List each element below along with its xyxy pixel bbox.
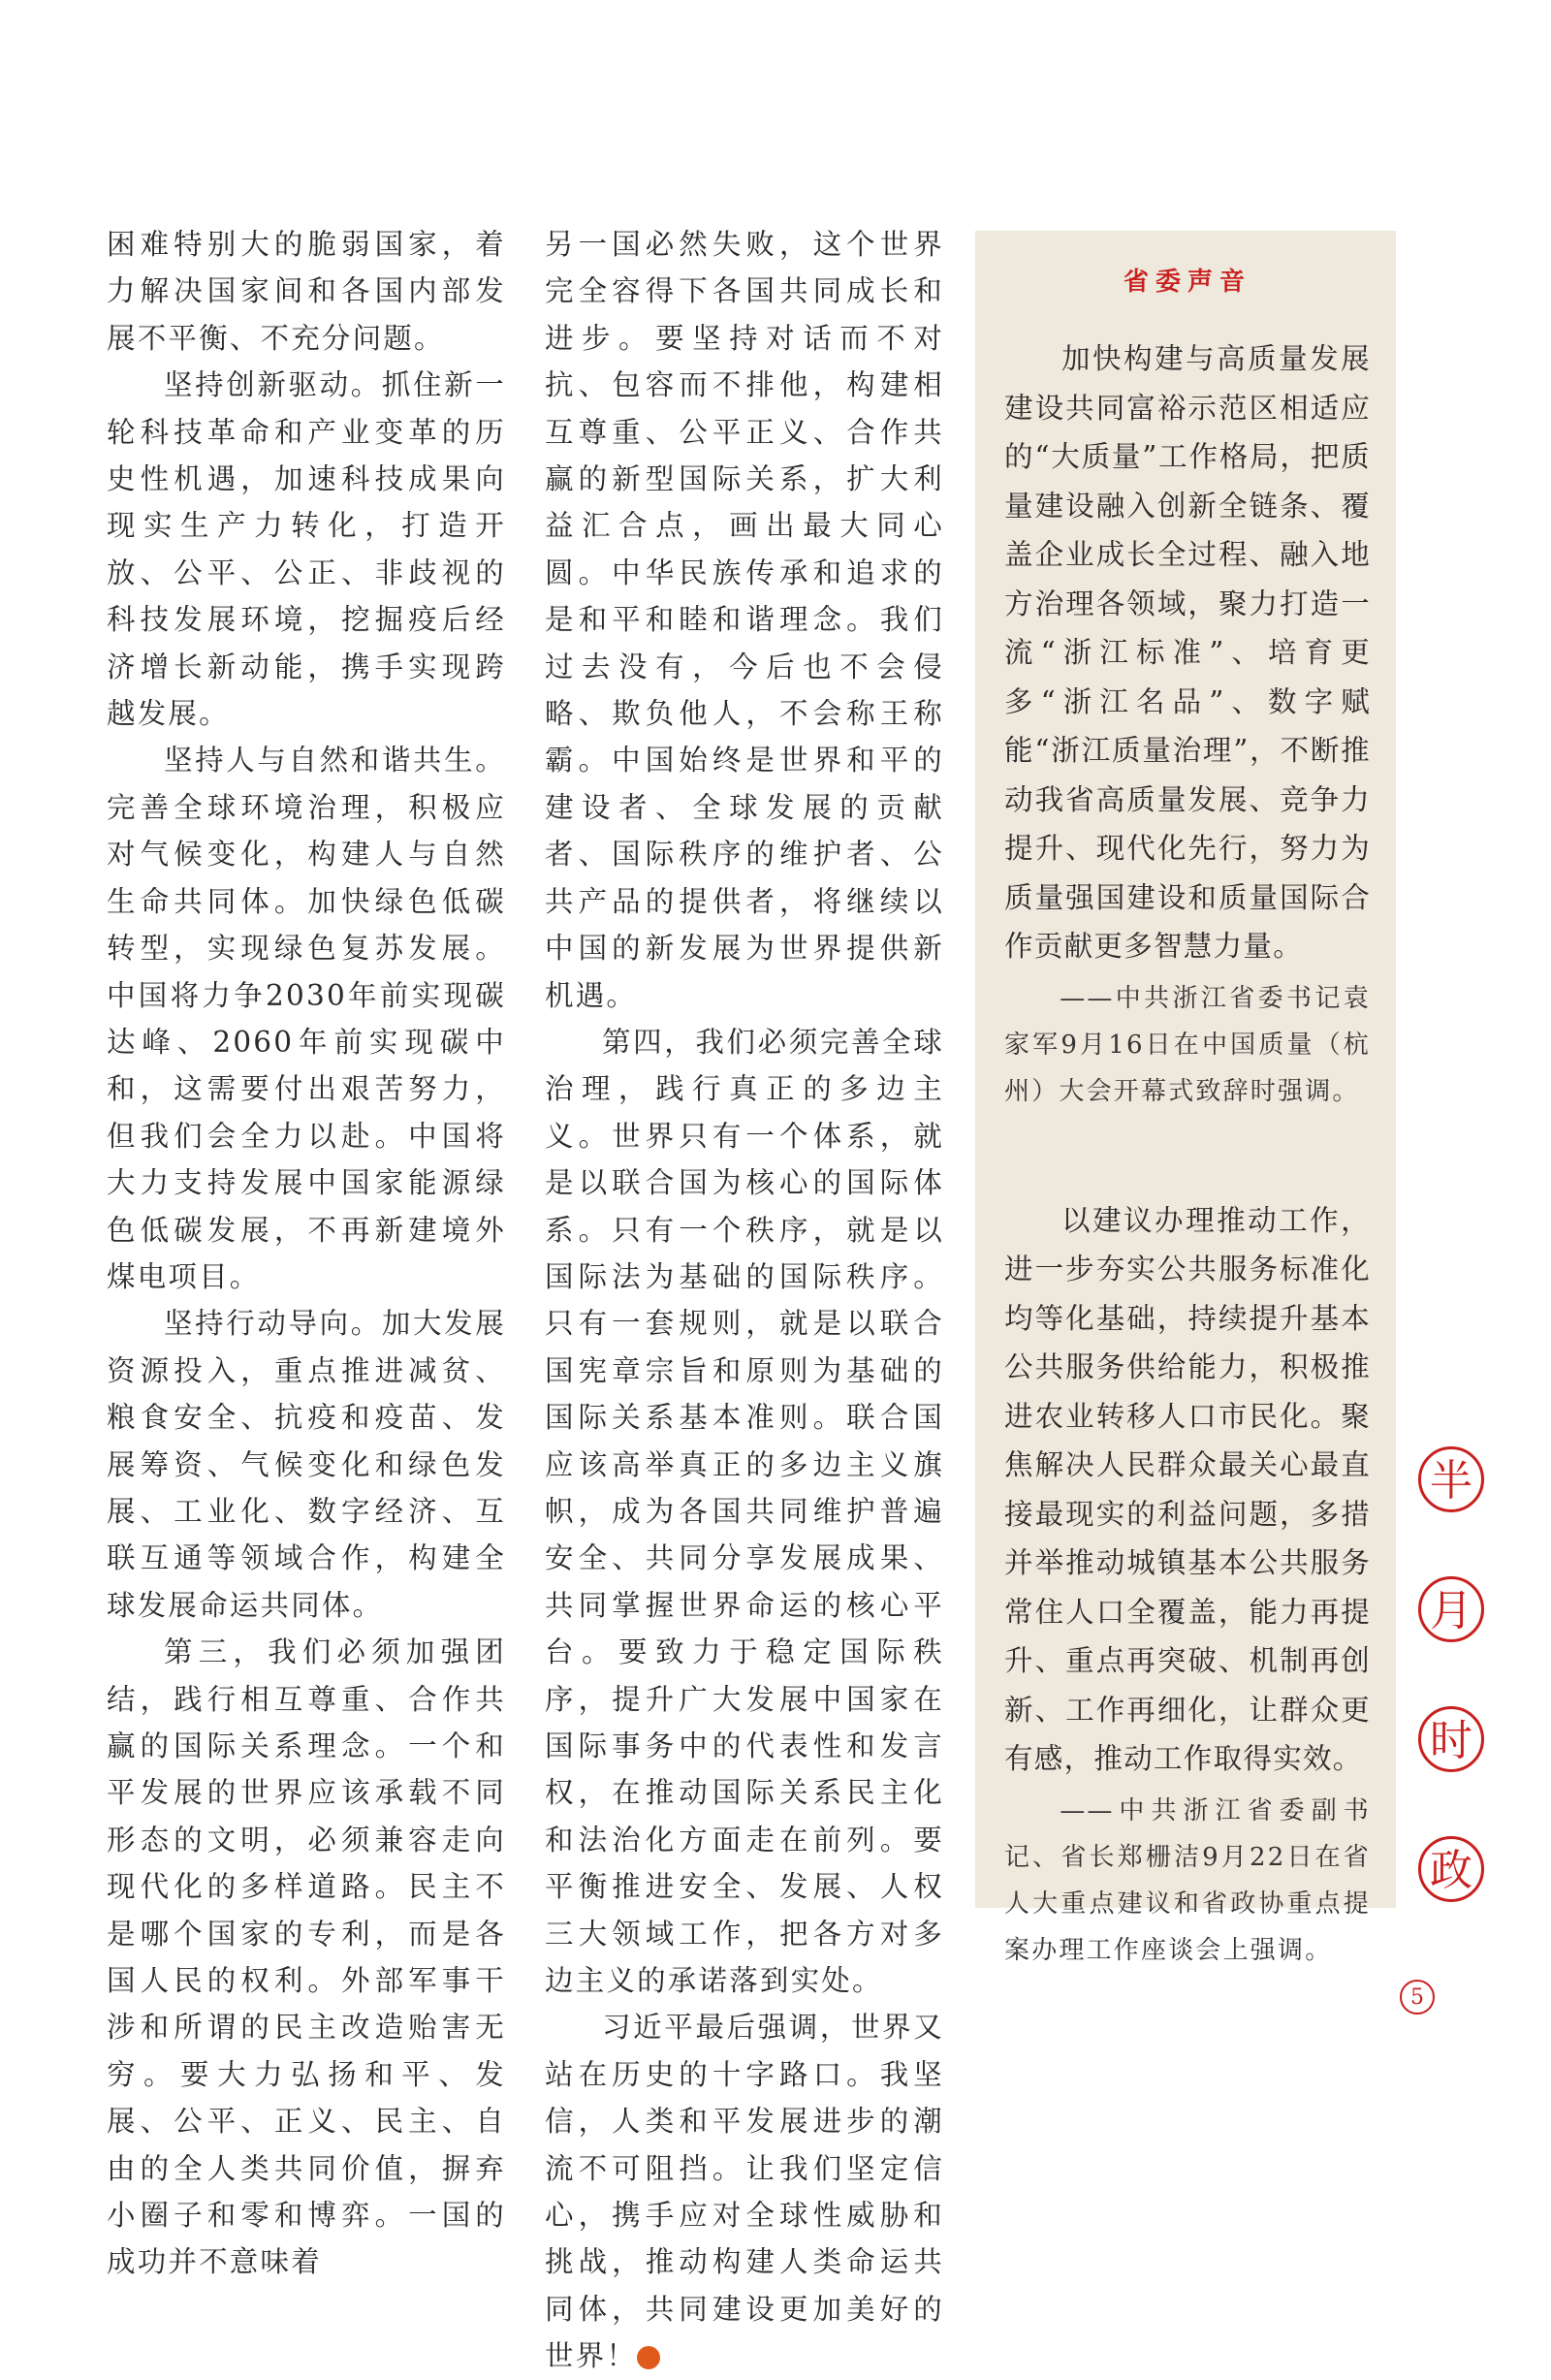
sidebar-quote bbox=[1004, 1196, 1371, 1974]
paragraph-text: 第三，我们必须加强团结，践行相互尊重、合作共赢的国际关系理念。一个和平发展的世界应该承载不同形态的文明，必须兼容走向现代化的多样道路。民主不是哪个国家的专利，而是各国人民的权利。外部军事干涉和所谓的民主改造贻害无穷。要大力弘扬和平、发展、公平、正义、民主、自由的全人类共同价值，摒弃小圈子和零和博弈。一国的成功并不意味着 bbox=[107, 1635, 506, 2279]
article-end-mark-icon: 个 bbox=[637, 2346, 660, 2369]
article-column-left bbox=[107, 221, 506, 2286]
article-paragraph bbox=[545, 2004, 944, 2379]
paragraph-text: 另一国必然失败，这个世界完全容得下各国共同成长和进步。要坚持对话而不对抗、包容而不排他，构建相互尊重、公平正义、合作共赢的新型国际关系，扩大利益汇合点，画出最大同心圆。中华民族传承和追求的是和平和睦和谐理念。我们过去没有，今后也不会侵略、欺负他人，不会称王称霸。中国始终是世界和平的建设者、全球发展的贡献者、国际秩序的维护者、公共产品的提供者，将继续以中国的新发展为世界提供新机遇。 bbox=[545, 228, 944, 1012]
article-paragraph bbox=[107, 1300, 506, 1629]
quote-source: ——中共浙江省委书记袁家军9月16日在中国质量（杭州）大会开幕式致辞时强调。 bbox=[1004, 983, 1371, 1106]
section-label-char: 时 bbox=[1418, 1706, 1484, 1772]
article-paragraph bbox=[107, 1629, 506, 2286]
paragraph-text: 坚持创新驱动。抓住新一轮科技革命和产业变革的历史性机遇，加速科技成果向现实生产力转化，打造开放、公平、公正、非歧视的科技发展环境，挖掘疫后经济增长新动能，携手实现跨越发展。 bbox=[107, 368, 506, 731]
paragraph-text: 坚持人与自然和谐共生。完善全球环境治理，积极应对气候变化，构建人与自然生命共同体。加快绿色低碳转型，实现绿色复苏发展。中国将力争2030年前实现碳达峰、2060年前实现碳中和，这需要付出艰苦努力，但我们会全力以赴。中国将大力支持发展中国家能源绿色低碳发展，不再新建境外煤电项目。 bbox=[107, 744, 506, 1293]
article-paragraph bbox=[107, 362, 506, 737]
quote-text: 以建议办理推动工作，进一步夯实公共服务标准化均等化基础，持续提升基本公共服务供给能力，积极推进农业转移人口市民化。聚焦解决人民群众最关心最直接最现实的利益问题，多措并举推动城镇基本公共服务常住人口全覆盖，能力再提升、重点再突破、机制再创新、工作再细化，让群众更有感，推动工作取得实效。 bbox=[1004, 1203, 1371, 1775]
sidebar-quote bbox=[1004, 334, 1371, 1115]
article-paragraph bbox=[545, 221, 944, 1019]
paragraph-text: 第四，我们必须完善全球治理，践行真正的多边主义。世界只有一个体系，就是以联合国为核心的国际体系。只有一个秩序，就是以国际法为基础的国际秩序。只有一套规则，就是以联合国宪章宗旨和原则为基础的国际关系基本准则。联合国应该高举真正的多边主义旗帜，成为各国共同维护普遍安全、共同分享发展成果、共同掌握世界命运的核心平台。要致力于稳定国际秩序，提升广大发展中国家在国际事务中的代表性和发言权，在推动国际关系民主化和法治化方面走在前列。要平衡推进安全、发展、人权三大领域工作，把各方对多边主义的承诺落到实处。 bbox=[545, 1025, 944, 1998]
paragraph-text: 坚持行动导向。加大发展资源投入，重点推进减贫、粮食安全、抗疫和疫苗、发展筹资、气候变化和绿色发展、工业化、数字经济、互联互通等领域合作，构建全球发展命运共同体。 bbox=[107, 1307, 506, 1622]
article-paragraph bbox=[545, 1019, 944, 2005]
article-paragraph bbox=[107, 737, 506, 1300]
section-label-char: 政 bbox=[1418, 1836, 1484, 1902]
article-column-middle bbox=[545, 221, 944, 2380]
article-paragraph bbox=[107, 221, 506, 362]
paragraph-text: 习近平最后强调，世界又站在历史的十字路口。我坚信，人类和平发展进步的潮流不可阻挡。让我们坚定信心，携手应对全球性威胁和挑战，推动构建人类命运共同体，共同建设更加美好的世界！ bbox=[545, 2011, 944, 2373]
quote-source: ——中共浙江省委副书记、省长郑栅洁9月22日在省人大重点建议和省政协重点提案办理工作座谈会上强调。 bbox=[1004, 1795, 1371, 1965]
paragraph-text: 困难特别大的脆弱国家，着力解决国家间和各国内部发展不平衡、不充分问题。 bbox=[107, 228, 506, 355]
page-number: 5 bbox=[1400, 1980, 1435, 2015]
quote-text: 加快构建与高质量发展建设共同富裕示范区相适应的“大质量”工作格局，把质量建设融入创新全链条、覆盖企业成长全过程、融入地方治理各领域，聚力打造一流“浙江标准”、培育更多“浙江名品”、数字赋能“浙江质量治理”，不断推动我省高质量发展、竞争力提升、现代化先行，努力为质量强国建设和质量国际合作贡献更多智慧力量。 bbox=[1004, 342, 1371, 963]
section-label-char: 月 bbox=[1418, 1576, 1484, 1642]
section-label-char: 半 bbox=[1418, 1446, 1484, 1512]
sidebar-title: 省委声音 bbox=[1123, 268, 1251, 297]
province-voice-sidebar bbox=[975, 231, 1396, 1965]
